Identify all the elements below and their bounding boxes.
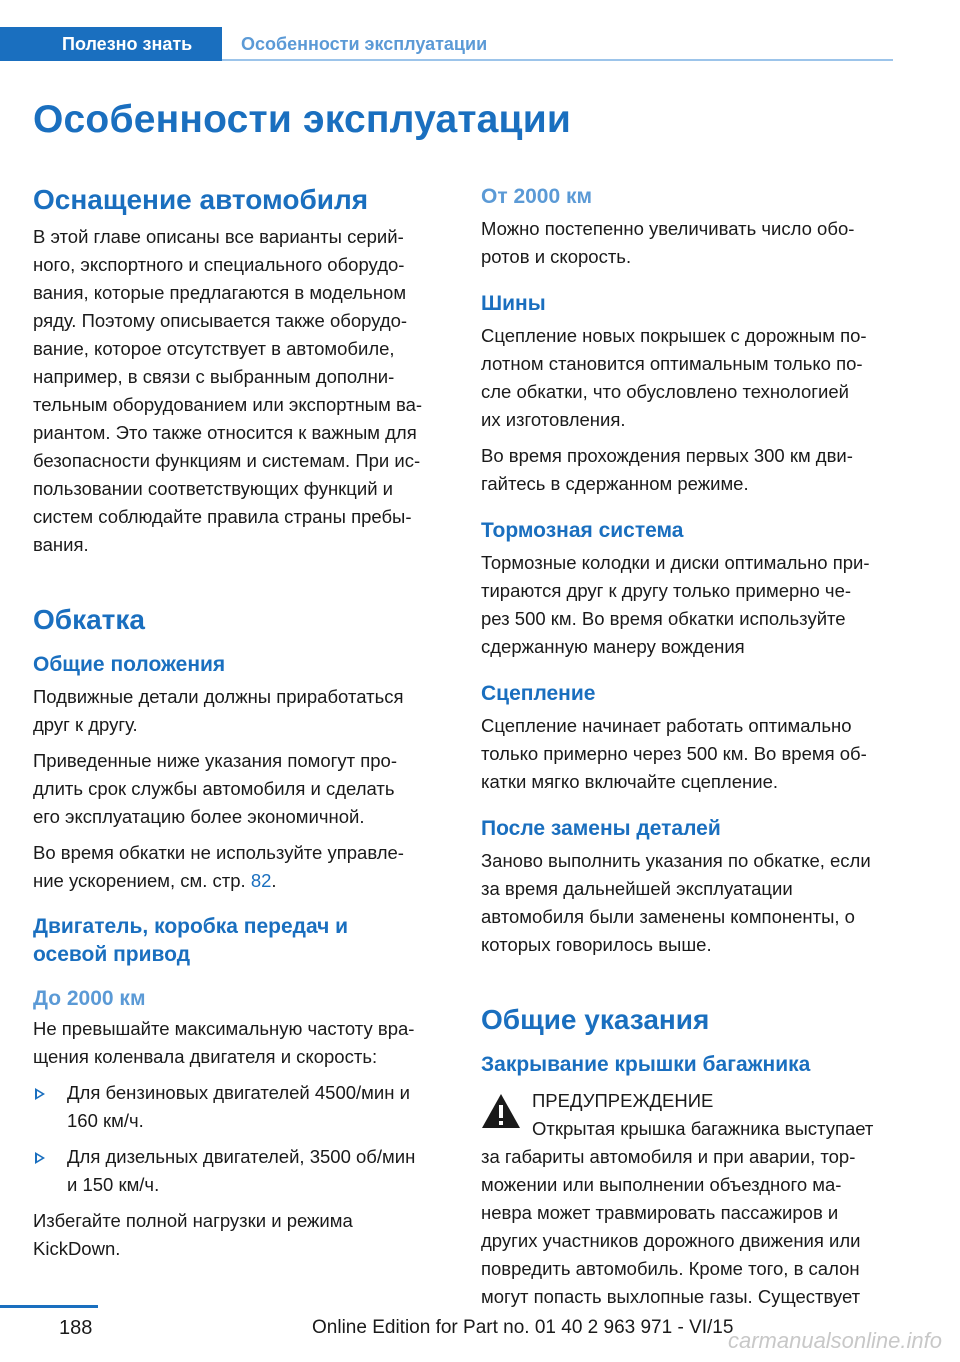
footer-rule [0, 1305, 98, 1308]
text-line: можении или выполнении объездного ма- [481, 1174, 842, 1195]
text-line: гайтесь в сдержанном режиме. [481, 473, 749, 494]
brakes-heading: Тормозная система [481, 519, 684, 542]
warning-title: ПРЕДУПРЕЖДЕНИЕ [532, 1090, 714, 1111]
text-line: их изготовления. [481, 409, 626, 430]
engine-heading [33, 913, 453, 969]
avoid-paragraph [33, 1207, 453, 1263]
text-line: В этой главе описаны все варианты серий- [33, 226, 404, 247]
text-line: его эксплуатацию более экономичной. [33, 806, 365, 827]
page-link-82[interactable]: 82 [250, 870, 272, 891]
from-2000-heading: От 2000 км [481, 185, 593, 208]
text-line: рез 500 км. Во время обкатки используйте [481, 608, 846, 629]
general-notes-heading: Общие указания [481, 1004, 710, 1035]
text-line: друг к другу. [33, 714, 138, 735]
bullet-triangle-icon [35, 1152, 45, 1164]
text-line: ротов и скорость. [481, 246, 632, 267]
text-line: Во время прохождения первых 300 км дви- [481, 445, 853, 466]
text-line: сле обкатки, что обусловлено технологией [481, 381, 849, 402]
page-number: 188 [59, 1317, 93, 1339]
text-line: длить срок службы автомобиля и сделать [33, 778, 395, 799]
left-column [33, 183, 453, 1263]
text-line: Тормозные колодки и диски оптимально при- [481, 552, 870, 573]
text-line: невра может травмировать пассажиров и [481, 1202, 839, 1223]
text-line: за габариты автомобиля и при аварии, тор- [481, 1146, 856, 1167]
breakin-p3 [33, 839, 453, 895]
parts-paragraph [481, 847, 899, 959]
text-line: щения коленвала двигателя и скорость: [33, 1046, 378, 1067]
page-title: Особенности эксплуатации [33, 98, 572, 141]
tyres-p2 [481, 442, 899, 498]
text-line: например, в связи с выбранным дополни- [33, 366, 395, 387]
text-line: за время дальнейшей эксплуатации [481, 878, 793, 899]
header-divider [222, 59, 893, 61]
text-line: лотном становится оптимальным только по- [481, 353, 863, 374]
tab-operating-features[interactable]: Особенности эксплуатации [241, 34, 488, 54]
text-line [33, 867, 453, 895]
trunk-closing-heading: Закрывание крышки багажника [481, 1053, 811, 1076]
text-line: Сцепление новых покрышек с дорожным по- [481, 325, 867, 346]
text-line: Можно постепенно увеличивать число обо- [481, 218, 855, 239]
text-line: Для бензиновых двигателей 4500/мин и [67, 1082, 410, 1103]
text-span: . [271, 870, 277, 891]
text-line: вания. [33, 534, 89, 555]
equipment-paragraph [33, 223, 453, 559]
breakin-p2 [33, 747, 453, 831]
tyres-p1 [481, 322, 899, 434]
text-line: автомобиля были заменены компоненты, о [481, 906, 855, 927]
text-line: сдержанную манеру вождения [481, 636, 745, 657]
text-line: повредить автомобиль. Кроме того, в салон [481, 1258, 860, 1279]
text-line: тельным оборудованием или экспортным ва- [33, 394, 423, 415]
heading-line: осевой привод [33, 943, 191, 966]
text-line: катки мягко включайте сцепление. [481, 771, 778, 792]
text-line: 160 км/ч. [67, 1110, 144, 1131]
text-line: вания, которые предлагаются в модельном [33, 282, 407, 303]
text-line: Во время обкатки не используйте управле- [33, 842, 404, 863]
to-2000-heading: До 2000 км [33, 987, 146, 1010]
tab-useful-info[interactable]: Полезно знать [0, 27, 222, 61]
text-line: Избегайте полной нагрузки и режима [33, 1210, 353, 1231]
breakin-heading: Обкатка [33, 604, 145, 635]
edition-note: Online Edition for Part no. 01 40 2 963 971 - VI/15 [312, 1317, 734, 1338]
text-line: вание, которое отсутствует в автомобиле, [33, 338, 395, 359]
text-line: ного, экспортного и специального оборудо- [33, 254, 405, 275]
text-line: тираются друг к другу только примерно че- [481, 580, 852, 601]
breakin-p1 [33, 683, 453, 739]
text-line: пользовании соответствующих функций и [33, 478, 394, 499]
parts-heading: После замены деталей [481, 817, 721, 840]
tyres-heading: Шины [481, 292, 546, 315]
text-line: безопасности функциям и системам. При ис- [33, 450, 421, 471]
from-2000-paragraph [481, 215, 899, 271]
list-item [33, 1143, 453, 1199]
to-2000-paragraph [33, 1015, 453, 1071]
text-line: только примерно через 500 км. Во время об- [481, 743, 867, 764]
watermark: carmanualsonline.info [727, 1328, 942, 1353]
text-line: Заново выполнить указания по обкатке, если [481, 850, 871, 871]
right-column [481, 183, 899, 1311]
text-line: риантом. Это также относится к важным для [33, 422, 417, 443]
general-provisions-heading: Общие положения [33, 653, 226, 676]
list-item [33, 1079, 453, 1135]
text-line: других участников дорожного движения или [481, 1230, 861, 1251]
text-line: KickDown. [33, 1238, 121, 1259]
equipment-heading: Оснащение автомобиля [33, 184, 369, 215]
text-span: ние ускорением, см. стр. [33, 870, 251, 891]
clutch-heading: Сцепление [481, 682, 596, 705]
text-line: Сцепление начинает работать оптимально [481, 715, 852, 736]
text-line: Не превышайте максимальную частоту вра- [33, 1018, 415, 1039]
clutch-paragraph [481, 712, 899, 796]
text-line: систем соблюдайте правила страны пребы- [33, 506, 412, 527]
heading-line: Двигатель, коробка передач и [33, 915, 349, 938]
warning-text-first: Открытая крышка багажника выступает [532, 1118, 874, 1139]
text-line: ряду. Поэтому описывается также оборудо- [33, 310, 408, 331]
text-line: Приведенные ниже указания помогут про- [33, 750, 398, 771]
text-line: и 150 км/ч. [67, 1174, 160, 1195]
text-line: Подвижные детали должны приработаться [33, 686, 404, 707]
text-line: могут попасть выхлопные газы. Существует [481, 1286, 861, 1307]
warning-triangle-icon [481, 1093, 521, 1129]
brakes-paragraph [481, 549, 899, 661]
header-tabs [0, 27, 893, 61]
bullet-triangle-icon [35, 1088, 45, 1100]
text-line: которых говорилось выше. [481, 934, 712, 955]
text-line: Для дизельных двигателей, 3500 об/мин [67, 1146, 416, 1167]
warning-block [481, 1087, 899, 1311]
